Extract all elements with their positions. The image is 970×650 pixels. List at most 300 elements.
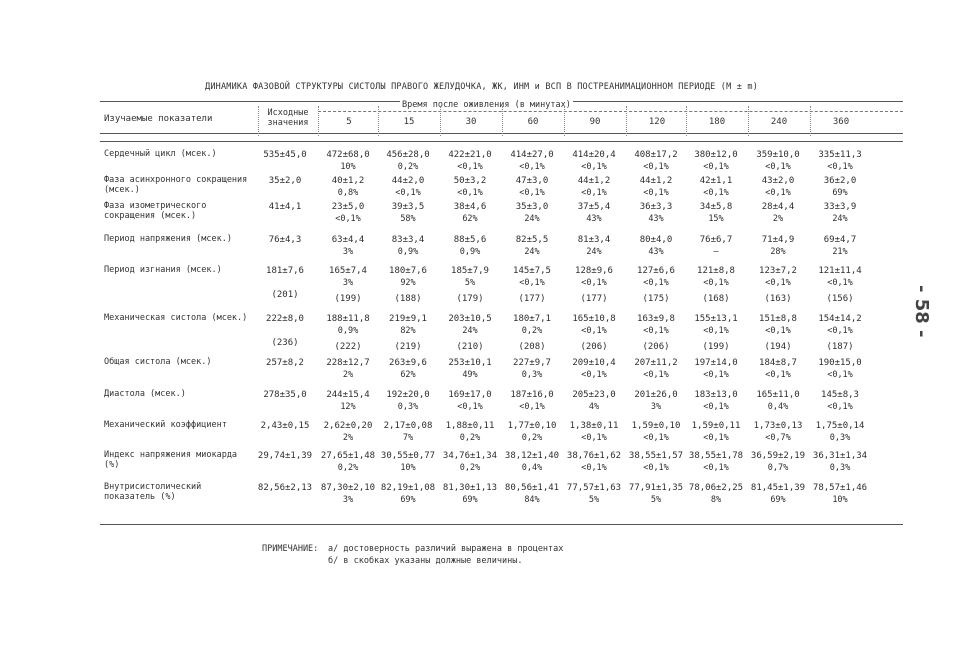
data-cell (377, 265, 439, 305)
mean-value: 76±6,7 (699, 235, 733, 245)
time-header-240: 240 (770, 117, 788, 127)
initial-value: 76±4,3 (268, 235, 302, 245)
data-cell (685, 149, 747, 173)
data-cell (685, 389, 747, 413)
significance-value: 5% (650, 495, 662, 505)
mean-value: 82±5,5 (515, 235, 549, 245)
significance-value: <0,1% (335, 214, 361, 224)
mean-value: 30,55±0,77 (380, 451, 436, 461)
significance-value: 15% (708, 214, 724, 224)
significance-value: 10% (832, 495, 848, 505)
mean-value: 38,55±1,57 (628, 451, 684, 461)
significance-value: 2% (342, 370, 354, 380)
mean-value: 1,77±0,10 (507, 421, 557, 431)
initial-value-cell (254, 201, 316, 213)
mean-value: 35±3,0 (515, 202, 549, 212)
initial-value-cell (254, 389, 316, 401)
data-cell (685, 201, 747, 225)
mean-value: 169±17,0 (448, 390, 492, 400)
data-cell (747, 420, 809, 444)
data-cell (747, 149, 809, 173)
data-cell (625, 420, 687, 444)
data-cell (439, 482, 501, 506)
mean-value: 244±15,4 (326, 390, 370, 400)
data-cell (501, 389, 563, 413)
significance-value: 69% (832, 188, 848, 198)
data-cell (439, 149, 501, 173)
significance-value: <0,1% (643, 188, 669, 198)
initial-value: 29,74±1,39 (257, 451, 313, 461)
time-header-30: 30 (465, 117, 477, 127)
significance-value: 43% (648, 247, 664, 257)
initial-value-cell (254, 265, 316, 301)
significance-value: – (713, 247, 719, 257)
initial-value: 2,43±0,15 (260, 421, 310, 431)
significance-value: <0,1% (703, 433, 729, 443)
data-cell (439, 175, 501, 199)
data-cell (501, 149, 563, 173)
data-cell (625, 389, 687, 413)
data-cell (747, 389, 809, 413)
initial-value-cell (254, 357, 316, 369)
mean-value: 163±9,8 (637, 314, 675, 324)
due-value: (194) (764, 342, 792, 352)
significance-value: <0,1% (703, 463, 729, 473)
data-cell (685, 357, 747, 381)
mean-value: 121±11,4 (818, 266, 862, 276)
initial-value: 181±7,6 (266, 266, 304, 276)
mean-value: 27,65±1,48 (320, 451, 376, 461)
significance-value: 3% (650, 402, 662, 412)
data-cell (809, 234, 871, 258)
mean-value: 1,73±0,13 (753, 421, 803, 431)
column-separator (258, 106, 259, 136)
significance-value: 5% (464, 278, 476, 288)
data-cell (439, 420, 501, 444)
significance-value: 0,2% (397, 162, 419, 172)
data-cell (747, 265, 809, 305)
header-time-group: Время после оживления (в минутах) (402, 100, 571, 110)
significance-value: 3% (342, 247, 354, 257)
table-bottom-rule (100, 524, 903, 525)
mean-value: 82,19±1,08 (380, 483, 436, 493)
mean-value: 253±10,1 (448, 358, 492, 368)
mean-value: 219±9,1 (389, 314, 427, 324)
significance-value: <0,1% (643, 326, 669, 336)
data-cell (317, 175, 379, 199)
data-cell (563, 482, 625, 506)
data-cell (625, 482, 687, 506)
due-value: (208) (518, 342, 546, 352)
data-cell (501, 234, 563, 258)
time-header-60: 60 (527, 117, 539, 127)
data-cell (377, 482, 439, 506)
mean-value: 77,57±1,63 (566, 483, 622, 493)
data-cell (625, 149, 687, 173)
data-cell (377, 234, 439, 258)
data-cell (317, 313, 379, 353)
initial-value: 535±45,0 (263, 150, 307, 160)
mean-value: 155±13,1 (694, 314, 738, 324)
significance-value: <0,1% (765, 370, 791, 380)
mean-value: 145±7,5 (513, 266, 551, 276)
data-cell (317, 420, 379, 444)
mean-value: 87,30±2,10 (320, 483, 376, 493)
significance-value: <0,1% (643, 162, 669, 172)
significance-value: <0,1% (765, 326, 791, 336)
mean-value: 127±6,6 (637, 266, 675, 276)
mean-value: 190±15,0 (818, 358, 862, 368)
mean-value: 36,31±1,34 (812, 451, 868, 461)
data-cell (809, 389, 871, 413)
significance-value: 0,9% (397, 247, 419, 257)
data-cell (809, 201, 871, 225)
data-cell (809, 149, 871, 173)
data-cell (625, 175, 687, 199)
mean-value: 38,12±1,40 (504, 451, 560, 461)
time-header-90: 90 (589, 117, 601, 127)
significance-value: 0,3% (397, 402, 419, 412)
mean-value: 121±8,8 (697, 266, 735, 276)
initial-value: 257±8,2 (266, 358, 304, 368)
data-cell (317, 450, 379, 474)
data-cell (809, 450, 871, 474)
mean-value: 154±14,2 (818, 314, 862, 324)
mean-value: 88±5,6 (453, 235, 487, 245)
mean-value: 23±5,0 (331, 202, 365, 212)
significance-value: 2% (342, 433, 354, 443)
significance-value: 84% (524, 495, 540, 505)
significance-value: 4% (588, 402, 600, 412)
data-cell (563, 420, 625, 444)
mean-value: 209±10,4 (572, 358, 616, 368)
initial-value-cell (254, 149, 316, 161)
significance-value: <0,1% (395, 188, 421, 198)
data-cell (685, 234, 747, 258)
initial-value: 278±35,0 (263, 390, 307, 400)
significance-value: 24% (524, 247, 540, 257)
data-cell (501, 313, 563, 353)
mean-value: 1,75±0,14 (815, 421, 865, 431)
data-cell (501, 265, 563, 305)
mean-value: 203±10,5 (448, 314, 492, 324)
due-value: (219) (394, 342, 422, 352)
significance-value: 58% (400, 214, 416, 224)
significance-value: <0,1% (457, 402, 483, 412)
data-cell (809, 482, 871, 506)
row-label: Диастола (мсек.) (104, 389, 186, 399)
mean-value: 227±9,7 (513, 358, 551, 368)
data-cell (747, 482, 809, 506)
row-label: Механическая систола (мсек.) (104, 313, 248, 323)
significance-value: <0,1% (519, 278, 545, 288)
due-value: (206) (642, 342, 670, 352)
due-value: (188) (394, 294, 422, 304)
column-separator (440, 106, 441, 136)
data-cell (317, 234, 379, 258)
significance-value: <0,1% (827, 162, 853, 172)
mean-value: 42±1,1 (699, 176, 733, 186)
row-label: Внутрисистолический показатель (%) (104, 482, 202, 502)
mean-value: 38,76±1,62 (566, 451, 622, 461)
data-cell (317, 149, 379, 173)
mean-value: 128±9,6 (575, 266, 613, 276)
significance-value: <0,1% (765, 162, 791, 172)
data-cell (377, 201, 439, 225)
data-cell (501, 175, 563, 199)
page-number: - 58 - (911, 285, 932, 338)
data-cell (747, 450, 809, 474)
initial-value: 41±4,1 (268, 202, 302, 212)
significance-value: <0,1% (765, 188, 791, 198)
mean-value: 1,88±0,11 (445, 421, 495, 431)
data-cell (317, 482, 379, 506)
data-cell (317, 265, 379, 305)
data-cell (563, 450, 625, 474)
initial-value-cell (254, 482, 316, 494)
column-separator (564, 106, 565, 136)
column-separator (318, 106, 319, 136)
mean-value: 38±4,6 (453, 202, 487, 212)
mean-value: 197±14,0 (694, 358, 738, 368)
data-cell (501, 201, 563, 225)
data-cell (809, 265, 871, 305)
significance-value: 3% (342, 278, 354, 288)
data-cell (625, 234, 687, 258)
data-cell (625, 313, 687, 353)
data-cell (685, 313, 747, 353)
significance-value: 69% (770, 495, 786, 505)
significance-value: <0,1% (827, 402, 853, 412)
significance-value: <0,7% (765, 433, 791, 443)
significance-value: <0,1% (643, 463, 669, 473)
data-cell (685, 265, 747, 305)
due-value: (156) (826, 294, 854, 304)
header-bottom-rule-2 (100, 141, 903, 142)
time-header-15: 15 (403, 117, 415, 127)
data-cell (501, 482, 563, 506)
column-separator (686, 106, 687, 136)
significance-value: 3% (342, 495, 354, 505)
mean-value: 408±17,2 (634, 150, 678, 160)
data-cell (625, 265, 687, 305)
significance-value: <0,1% (457, 162, 483, 172)
mean-value: 187±16,0 (510, 390, 554, 400)
time-header-5: 5 (346, 117, 352, 127)
initial-value-cell (254, 234, 316, 246)
significance-value: 0,2% (521, 326, 543, 336)
note-b: б/ в скобках указаны должные величины. (328, 556, 523, 566)
significance-value: 10% (340, 162, 356, 172)
significance-value: 0,4% (521, 463, 543, 473)
significance-value: 2% (772, 214, 784, 224)
data-cell (809, 357, 871, 381)
significance-value: 0,3% (829, 433, 851, 443)
data-cell (747, 201, 809, 225)
data-cell (377, 420, 439, 444)
due-value: (177) (518, 294, 546, 304)
mean-value: 228±12,7 (326, 358, 370, 368)
due-value: (222) (334, 342, 362, 352)
data-cell (563, 175, 625, 199)
mean-value: 263±9,6 (389, 358, 427, 368)
significance-value: <0,1% (703, 326, 729, 336)
mean-value: 123±7,2 (759, 266, 797, 276)
mean-value: 335±11,3 (818, 150, 862, 160)
data-cell (809, 420, 871, 444)
significance-value: 69% (462, 495, 478, 505)
mean-value: 201±26,0 (634, 390, 678, 400)
data-cell (563, 313, 625, 353)
significance-value: 43% (586, 214, 602, 224)
data-cell (501, 450, 563, 474)
data-cell (747, 234, 809, 258)
data-cell (563, 265, 625, 305)
mean-value: 2,62±0,20 (323, 421, 373, 431)
significance-value: 7% (402, 433, 414, 443)
significance-value: 0,7% (767, 463, 789, 473)
data-cell (563, 201, 625, 225)
mean-value: 47±3,0 (515, 176, 549, 186)
significance-value: <0,1% (581, 188, 607, 198)
due-value: (199) (702, 342, 730, 352)
data-cell (439, 313, 501, 353)
column-separator (626, 106, 627, 136)
significance-value: <0,1% (643, 370, 669, 380)
data-cell (377, 313, 439, 353)
initial-value-cell (254, 313, 316, 349)
mean-value: 183±13,0 (694, 390, 738, 400)
mean-value: 34±5,8 (699, 202, 733, 212)
data-cell (377, 175, 439, 199)
data-cell (563, 149, 625, 173)
mean-value: 165±7,4 (329, 266, 367, 276)
significance-value: <0,1% (827, 370, 853, 380)
significance-value: 0,2% (337, 463, 359, 473)
significance-value: 49% (462, 370, 478, 380)
mean-value: 1,38±0,11 (569, 421, 619, 431)
significance-value: <0,1% (581, 278, 607, 288)
mean-value: 207±11,2 (634, 358, 678, 368)
data-cell (439, 234, 501, 258)
significance-value: <0,1% (703, 370, 729, 380)
significance-value: 5% (588, 495, 600, 505)
significance-value: 0,3% (829, 463, 851, 473)
mean-value: 2,17±0,08 (383, 421, 433, 431)
mean-value: 71±4,9 (761, 235, 795, 245)
significance-value: <0,1% (581, 370, 607, 380)
significance-value: 8% (710, 495, 722, 505)
data-cell (747, 175, 809, 199)
mean-value: 188±11,8 (326, 314, 370, 324)
significance-value: <0,1% (643, 278, 669, 288)
mean-value: 81,30±1,13 (442, 483, 498, 493)
data-cell (377, 357, 439, 381)
mean-value: 37±5,4 (577, 202, 611, 212)
data-cell (439, 389, 501, 413)
mean-value: 36±2,0 (823, 176, 857, 186)
mean-value: 39±3,5 (391, 202, 425, 212)
mean-value: 33±3,9 (823, 202, 857, 212)
column-separator (378, 106, 379, 136)
due-value: (163) (764, 294, 792, 304)
data-cell (809, 313, 871, 353)
mean-value: 165±10,8 (572, 314, 616, 324)
data-cell (563, 234, 625, 258)
significance-value: <0,1% (703, 278, 729, 288)
significance-value: <0,1% (581, 433, 607, 443)
note-a: а/ достоверность различий выражена в процентах (328, 544, 564, 554)
mean-value: 180±7,1 (513, 314, 551, 324)
significance-value: <0,1% (581, 326, 607, 336)
significance-value: 28% (770, 247, 786, 257)
data-cell (377, 450, 439, 474)
mean-value: 205±23,0 (572, 390, 616, 400)
mean-value: 80±4,0 (639, 235, 673, 245)
mean-value: 1,59±0,11 (691, 421, 741, 431)
significance-value: 69% (400, 495, 416, 505)
mean-value: 36,59±2,19 (750, 451, 806, 461)
data-cell (685, 420, 747, 444)
column-separator (748, 106, 749, 136)
mean-value: 81±3,4 (577, 235, 611, 245)
significance-value: 24% (462, 326, 478, 336)
mean-value: 50±3,2 (453, 176, 487, 186)
row-label: Фаза изометрического сокращения (мсек.) (104, 201, 207, 221)
row-label: Общая систола (мсек.) (104, 357, 212, 367)
initial-value: 35±2,0 (268, 176, 302, 186)
data-cell (747, 313, 809, 353)
mean-value: 36±3,3 (639, 202, 673, 212)
significance-value: 0,2% (459, 463, 481, 473)
mean-value: 78,06±2,25 (688, 483, 744, 493)
significance-value: <0,1% (519, 188, 545, 198)
notes-label: ПРИМЕЧАНИЕ: (262, 544, 319, 554)
mean-value: 83±3,4 (391, 235, 425, 245)
significance-value: 43% (648, 214, 664, 224)
data-cell (685, 175, 747, 199)
data-cell (625, 201, 687, 225)
mean-value: 38,55±1,78 (688, 451, 744, 461)
mean-value: 422±21,0 (448, 150, 492, 160)
significance-value: 0,2% (459, 433, 481, 443)
mean-value: 192±20,0 (386, 390, 430, 400)
mean-value: 1,59±0,10 (631, 421, 681, 431)
due-value: (187) (826, 342, 854, 352)
significance-value: <0,1% (643, 433, 669, 443)
significance-value: <0,1% (703, 402, 729, 412)
initial-value-cell (254, 175, 316, 187)
mean-value: 145±8,3 (821, 390, 859, 400)
data-cell (317, 357, 379, 381)
mean-value: 456±28,0 (386, 150, 430, 160)
mean-value: 77,91±1,35 (628, 483, 684, 493)
mean-value: 151±8,8 (759, 314, 797, 324)
significance-value: 62% (400, 370, 416, 380)
mean-value: 43±2,0 (761, 176, 795, 186)
initial-due-value: (201) (271, 290, 299, 300)
row-label: Сердечный цикл (мсек.) (104, 149, 217, 159)
mean-value: 165±11,0 (756, 390, 800, 400)
significance-value: 0,9% (459, 247, 481, 257)
significance-value: <0,1% (519, 162, 545, 172)
significance-value: <0,1% (519, 402, 545, 412)
mean-value: 80,56±1,41 (504, 483, 560, 493)
significance-value: 24% (524, 214, 540, 224)
significance-value: 21% (832, 247, 848, 257)
significance-value: 82% (400, 326, 416, 336)
data-cell (439, 201, 501, 225)
